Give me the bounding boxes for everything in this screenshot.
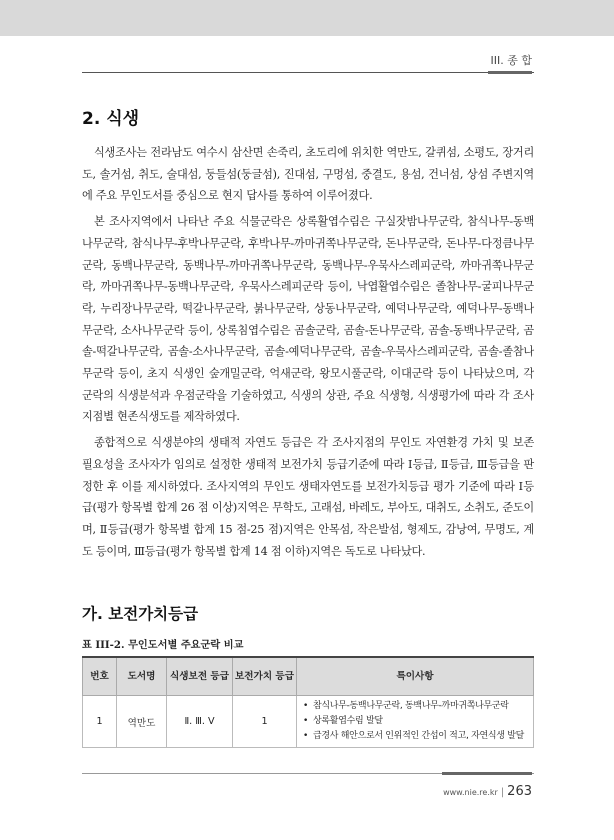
running-header-section: III. 종 합 xyxy=(490,54,532,67)
cell-island-name: 역만도 xyxy=(117,696,167,748)
header-vegetation-grade: 식생보전 등급 xyxy=(167,657,233,696)
table-row xyxy=(83,696,534,748)
cell-conservation-grade: 1 xyxy=(233,696,297,748)
header-rule xyxy=(82,72,534,73)
table-header-row xyxy=(83,657,534,696)
subsection-title: 가. 보전가치등급 xyxy=(82,605,199,623)
cell-remarks xyxy=(297,696,534,748)
table-caption: 표 III-2. 무인도서별 주요군락 비교 xyxy=(82,639,244,651)
footer-separator: | xyxy=(500,787,505,798)
header-rule-accent xyxy=(488,71,532,74)
remark-item: • 상록활엽수림 발달 xyxy=(303,714,527,729)
footer-rule-accent xyxy=(442,772,532,775)
community-comparison-table xyxy=(82,656,534,748)
header-conservation-grade: 보전가치 등급 xyxy=(233,657,297,696)
page-footer xyxy=(443,780,532,799)
section-title: 2. 식생 xyxy=(82,109,140,129)
cell-vegetation-grade: Ⅱ. Ⅲ. Ⅴ xyxy=(167,696,233,748)
remarks-list xyxy=(303,699,527,744)
page-number: 263 xyxy=(507,784,532,799)
header-number: 번호 xyxy=(83,657,117,696)
paragraph-survey: 식생조사는 전라남도 여수시 삼산면 손죽리, 초도리에 위치한 역만도, 갈퀴섬, 소평도, 장거리도, 솔거섬, 취도, 술대섬, 둥들섬(둥글섬), 진대섬, 구멍섬, 중결도, 용섬, 건너섬, 상섬 주변지역에 주요 무인도서를 중심으로 현지 답사를 통하여 이루어졌다. xyxy=(82,146,534,203)
paragraph-grades: 종합적으로 식생분야의 생태적 자연도 등급은 각 조사지점의 무인도 자연환경 가치 및 보존 필요성을 조사자가 임의로 설정한 생태적 보전가치 등급기준에 따라 Ⅰ등급, Ⅱ등급, Ⅲ등급을 판정한 후 이를 제시하였다. 조사지역의 무인도 생태자연도를 보전가치등급 평가 기준에 따라 Ⅰ등급(평가 항목별 합계 26 점 이상)지역은 무학도, 고래섬, 바레도, 부아도, 대취도, 소취도, 준도이며, Ⅱ등급(평가 항목별 합계 15 점-25 점)지역은 안목섬, 작은발섬, 형제도, 감낭여, 무명도, 계도 등이며, Ⅲ등급(평가 항목별 합계 14 점 이하)지역은 독도로 나타났다. xyxy=(82,436,534,558)
header-island-name: 도서명 xyxy=(117,657,167,696)
header-bar xyxy=(0,0,614,36)
cell-number: 1 xyxy=(83,696,117,748)
header-remarks: 특이사항 xyxy=(297,657,534,696)
remark-item: • 참식나무-동백나무군락, 동백나무-까마귀쪽나무군락 xyxy=(303,699,527,714)
body-text xyxy=(82,142,534,566)
remark-item: • 급경사 해안으로서 인위적인 간섭이 적고, 자연식생 발달 xyxy=(303,729,527,744)
paragraph-communities: 본 조사지역에서 나타난 주요 식물군락은 상록활엽수림은 구실잣밤나무군락, 참식나무-동백나무군락, 참식나무-후박나무군락, 후박나무-까마귀쪽나무군락, 돈나무군락, 돈나무-다정큼나무군락, 동백나무군락, 동백나무-까마귀쪽나무군락, 동백나무-우묵사스레피군락, 까마귀쪽나무군락, 까마귀쪽나무-동백나무군락, 우묵사스레피군락 등이, 낙엽활엽수림은 졸참나무-굴피나무군락, 누리장나무군락, 떡갈나무군락, 붉나무군락, 상동나무군락, 예덕나무군락, 예덕나무-동백나무군락, 소사나무군락 등이, 상록침엽수림은 곰솔군락, 곰솔-돈나무군락, 곰솔-동백나무군락, 곰솔-떡갈나무군락, 곰솔-소사나무군락, 곰솔-예덕나무군락, 곰솔-우묵사스레피군락, 곰솔-졸참나무군락 등이, 초지 식생인 숲개밀군락, 억새군락, 왕모시풀군락, 이대군락 등이 나타났으며, 각 군락의 식생분석과 우점군락을 기술하였고, 식생의 상관, 주요 식생형, 식생평가에 따라 각 조사지점별 현존식생도를 제작하였다. xyxy=(82,215,534,424)
footer-website: www.nie.re.kr xyxy=(443,788,498,797)
